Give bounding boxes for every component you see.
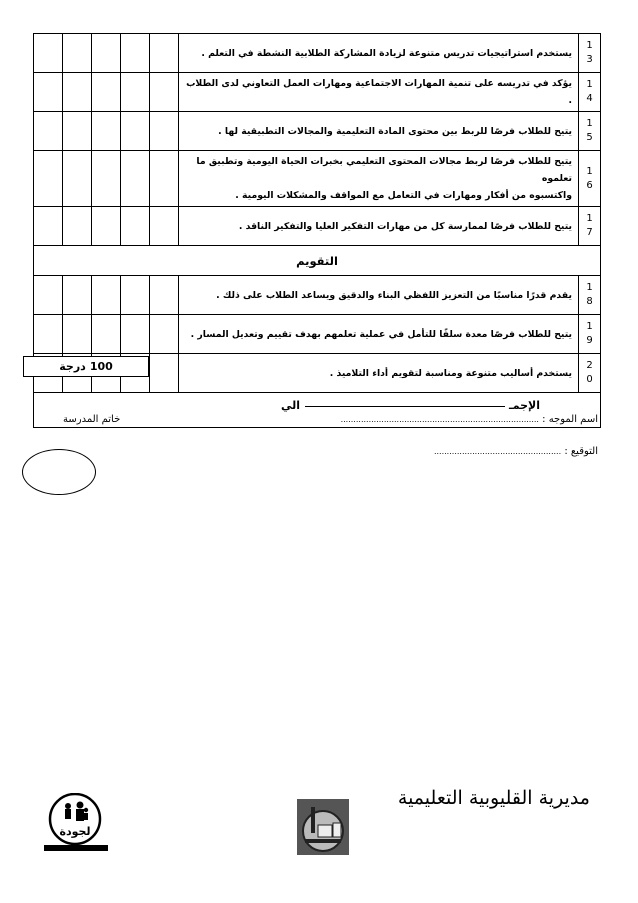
score-cell[interactable] bbox=[92, 207, 121, 246]
directorate-emblem-icon bbox=[291, 797, 355, 857]
score-cell[interactable] bbox=[63, 276, 92, 315]
item-number: 2 0 bbox=[579, 354, 601, 393]
supervisor-label: اسم الموجه : bbox=[542, 414, 598, 425]
total-underline bbox=[305, 406, 505, 407]
grade-value: 100 bbox=[89, 360, 113, 373]
table-row bbox=[34, 34, 601, 73]
score-cell[interactable] bbox=[63, 112, 92, 151]
score-cell[interactable] bbox=[150, 207, 179, 246]
section-title: التقويم bbox=[34, 246, 601, 276]
score-cell[interactable] bbox=[150, 151, 179, 207]
item-text: يستخدم استراتيجيات تدريس متنوعة لزيادة المشاركة الطلابية النشطة في التعلم . bbox=[179, 34, 579, 73]
score-cell[interactable] bbox=[34, 276, 63, 315]
item-number: 1 4 bbox=[579, 73, 601, 112]
score-cell[interactable] bbox=[121, 276, 150, 315]
grade-unit: درجة bbox=[59, 360, 86, 373]
signature-line bbox=[434, 446, 598, 457]
score-cell[interactable] bbox=[63, 73, 92, 112]
item-text: يتيح للطلاب فرصًا معدة سلفًا للتأمل في عملية تعلمهم بهدف تقييم وتعديل المسار . bbox=[179, 315, 579, 354]
score-cell[interactable] bbox=[150, 354, 179, 393]
score-cell[interactable] bbox=[150, 34, 179, 73]
directorate-name: مديرية القليوبية التعليمية bbox=[397, 787, 590, 809]
item-text: يقدم قدرًا مناسبًا من التعزيز اللفظي البناء والدقيق ويساعد الطلاب على ذلك . bbox=[179, 276, 579, 315]
score-cell[interactable] bbox=[121, 112, 150, 151]
item-text: يتيح للطلاب فرصًا للربط بين محتوى المادة التعليمية والمجالات التطبيقية لها . bbox=[179, 112, 579, 151]
table-row bbox=[34, 207, 601, 246]
score-cell[interactable] bbox=[150, 276, 179, 315]
signature-dots[interactable]: .................................................. bbox=[433, 447, 562, 456]
score-cell[interactable] bbox=[92, 151, 121, 207]
table-row bbox=[34, 276, 601, 315]
table-row bbox=[34, 151, 601, 207]
signature-label: التوقيع : bbox=[564, 446, 598, 457]
table-row bbox=[34, 315, 601, 354]
score-cell[interactable] bbox=[121, 207, 150, 246]
seal-circle bbox=[22, 449, 96, 495]
score-cell[interactable] bbox=[92, 276, 121, 315]
score-cell[interactable] bbox=[92, 73, 121, 112]
score-cell[interactable] bbox=[34, 315, 63, 354]
total-label-end: الي bbox=[280, 399, 300, 412]
item-number: 1 3 bbox=[579, 34, 601, 73]
item-text: يتيح للطلاب فرصًا لممارسة كل من مهارات التفكير العليا والتفكير الناقد . bbox=[179, 207, 579, 246]
section-header-row bbox=[34, 246, 601, 276]
score-cell[interactable] bbox=[63, 151, 92, 207]
item-number: 1 7 bbox=[579, 207, 601, 246]
table-row bbox=[34, 112, 601, 151]
item-number: 1 5 bbox=[579, 112, 601, 151]
total-label-start: الإجمـ bbox=[508, 399, 540, 412]
score-cell[interactable] bbox=[92, 315, 121, 354]
score-cell[interactable] bbox=[92, 112, 121, 151]
table-row bbox=[34, 73, 601, 112]
score-cell[interactable] bbox=[34, 151, 63, 207]
score-cell[interactable] bbox=[150, 315, 179, 354]
item-text: يؤكد في تدريسه على تنمية المهارات الاجتماعية ومهارات العمل التعاوني لدى الطلاب . bbox=[179, 73, 579, 112]
score-cell[interactable] bbox=[150, 112, 179, 151]
score-cell[interactable] bbox=[63, 207, 92, 246]
supervisor-line bbox=[341, 414, 598, 425]
quality-logo-icon bbox=[40, 793, 110, 851]
score-cell[interactable] bbox=[34, 112, 63, 151]
score-cell[interactable] bbox=[121, 151, 150, 207]
score-cell[interactable] bbox=[34, 34, 63, 73]
item-number: 1 6 bbox=[579, 151, 601, 207]
grade-box bbox=[23, 356, 149, 377]
item-number: 1 8 bbox=[579, 276, 601, 315]
seal-label: خاتم المدرسة bbox=[63, 414, 121, 425]
score-cell[interactable] bbox=[63, 315, 92, 354]
item-text: يتيح للطلاب فرصًا لربط مجالات المحتوى التعليمي بخبرات الحياة اليومية وتطبيق ما تعلموه واكتسبوه من أفكار ومهارات في التعامل مع المواقف والمشكلات اليومية . bbox=[179, 151, 579, 207]
item-number: 1 9 bbox=[579, 315, 601, 354]
supervisor-dots[interactable]: .............................................................................. bbox=[340, 415, 539, 424]
score-cell[interactable] bbox=[34, 207, 63, 246]
score-cell[interactable] bbox=[121, 34, 150, 73]
score-cell[interactable] bbox=[63, 34, 92, 73]
score-cell[interactable] bbox=[121, 315, 150, 354]
item-text: يستخدم أساليب متنوعة ومناسبة لتقويم أداء التلاميذ . bbox=[179, 354, 579, 393]
score-cell[interactable] bbox=[150, 73, 179, 112]
score-cell[interactable] bbox=[34, 73, 63, 112]
score-cell[interactable] bbox=[92, 34, 121, 73]
score-cell[interactable] bbox=[121, 73, 150, 112]
logo-text: لجودة bbox=[59, 825, 91, 838]
